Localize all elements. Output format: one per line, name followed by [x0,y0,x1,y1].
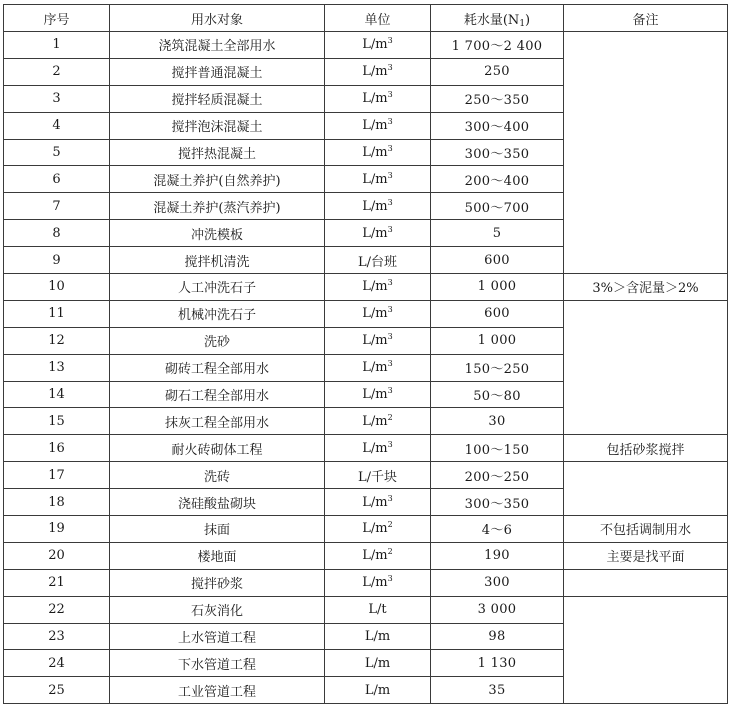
cell-unit-exponent: 3 [387,574,393,584]
cell-serial-number: 10 [4,274,110,301]
cell-water-use-object: 浇筑混凝土全部用水 [110,32,325,59]
cell-water-consumption: 150～250 [431,354,564,381]
cell-remarks: 3%＞含泥量＞2% [564,274,728,301]
cell-unit [325,139,431,166]
cell-unit-text: L/t [368,602,387,618]
cell-unit [325,623,431,650]
cell-water-consumption: 50～80 [431,381,564,408]
cell-water-consumption: 300～350 [431,139,564,166]
cell-serial-number: 14 [4,381,110,408]
cell-water-consumption: 35 [431,677,564,704]
cell-serial-number: 13 [4,354,110,381]
cell-water-use-object: 浇硅酸盐砌块 [110,489,325,516]
cell-unit-text: L/台班 [357,254,397,270]
cell-unit [325,569,431,596]
cell-remarks [564,32,728,274]
cell-water-use-object: 上水管道工程 [110,623,325,650]
cell-unit-text: L/m [362,306,388,322]
water-consumption-table [3,4,728,704]
cell-unit-text: L/m [364,629,391,645]
cell-remarks [564,569,728,596]
cell-unit-exponent: 3 [387,90,393,100]
cell-unit-exponent: 3 [387,36,393,46]
cell-remarks [564,462,728,516]
cell-serial-number: 17 [4,462,110,489]
cell-unit-exponent: 2 [387,520,393,530]
cell-serial-number: 25 [4,677,110,704]
cell-unit-text: L/m [362,387,388,403]
cell-water-consumption: 250～350 [431,85,564,112]
water-consumption-table-container [3,4,728,704]
cell-water-use-object: 抹面 [110,516,325,543]
cell-remarks [564,300,728,434]
cell-unit [325,85,431,112]
cell-serial-number: 21 [4,569,110,596]
table-row [4,569,728,596]
cell-water-consumption: 5 [431,220,564,247]
cell-unit-text: L/m [362,145,388,160]
cell-unit-text: L/m [362,279,388,295]
cell-unit [325,327,431,354]
cell-unit [325,274,431,301]
cell-water-consumption: 300～400 [431,112,564,139]
cell-unit-exponent: 3 [387,170,393,180]
cell-serial-number: 6 [4,166,110,193]
cell-unit [325,354,431,381]
table-row [4,32,728,59]
cell-serial-number: 4 [4,112,110,139]
cell-unit-exponent: 2 [387,412,393,422]
cell-serial-number: 15 [4,408,110,435]
cell-unit-text: L/m [362,440,388,456]
cell-unit-text: L/m [362,37,388,53]
header-unit: 单位 [325,5,431,32]
cell-unit-exponent: 3 [387,493,393,503]
header-serial-number: 序号 [4,5,110,32]
cell-water-use-object: 搅拌热混凝土 [110,139,325,166]
cell-unit [325,462,431,489]
cell-water-use-object: 冲洗模板 [110,220,325,247]
cell-water-consumption: 30 [431,408,564,435]
cell-water-use-object: 搅拌泡沫混凝土 [110,112,325,139]
cell-unit [325,381,431,408]
cell-remarks: 不包括调制用水 [564,516,728,543]
cell-unit-text: L/m [362,413,388,429]
cell-water-use-object: 耐火砖砌体工程 [110,435,325,462]
cell-water-consumption: 3 000 [431,596,564,623]
cell-unit-exponent: 3 [387,439,393,449]
cell-serial-number: 22 [4,596,110,623]
cell-water-use-object: 下水管道工程 [110,650,325,677]
cell-unit-exponent: 2 [387,547,393,557]
cell-water-use-object: 洗砂 [110,327,325,354]
cell-remarks: 包括砂浆搅拌 [564,435,728,462]
cell-serial-number: 12 [4,327,110,354]
cell-unit-text: L/m [362,225,388,241]
cell-unit-text: L/千块 [357,469,397,485]
cell-unit-exponent: 3 [387,63,393,73]
cell-unit [325,166,431,193]
cell-unit [325,247,431,274]
table-row [4,516,728,543]
cell-remarks [564,596,728,704]
cell-serial-number: 23 [4,623,110,650]
cell-unit [325,58,431,85]
header-water-consumption-label: 耗水量(N [463,12,520,28]
table-body [4,32,728,704]
cell-water-consumption: 500～700 [431,193,564,220]
cell-water-consumption: 4～6 [431,516,564,543]
cell-unit-text: L/m [362,333,388,349]
cell-unit [325,542,431,569]
cell-water-use-object: 搅拌轻质混凝土 [110,85,325,112]
cell-water-use-object: 砌砖工程全部用水 [110,354,325,381]
cell-serial-number: 2 [4,58,110,85]
cell-water-use-object: 混凝土养护(自然养护) [110,166,325,193]
table-row [4,462,728,489]
cell-unit-text: L/m [362,91,388,107]
cell-serial-number: 24 [4,650,110,677]
table-row [4,542,728,569]
cell-unit-text: L/m [362,521,388,537]
cell-remarks: 主要是找平面 [564,542,728,569]
cell-unit-text: L/m [364,655,391,671]
cell-unit-exponent: 3 [387,117,393,127]
cell-serial-number: 3 [4,85,110,112]
cell-water-consumption: 1 000 [431,327,564,354]
cell-water-consumption: 200～250 [431,462,564,489]
table-row [4,596,728,623]
cell-water-use-object: 人工冲洗石子 [110,274,325,301]
cell-water-use-object: 洗砖 [110,462,325,489]
cell-unit-text: L/m [364,682,391,698]
cell-serial-number: 9 [4,247,110,274]
cell-serial-number: 18 [4,489,110,516]
cell-water-consumption: 190 [431,542,564,569]
cell-water-use-object: 楼地面 [110,542,325,569]
cell-unit-exponent: 3 [387,197,393,207]
cell-unit [325,112,431,139]
cell-water-use-object: 搅拌机清洗 [110,247,325,274]
cell-water-consumption: 100～150 [431,435,564,462]
cell-water-use-object: 工业管道工程 [110,677,325,704]
cell-serial-number: 1 [4,32,110,59]
cell-water-use-object: 石灰消化 [110,596,325,623]
header-water-consumption-close: ) [525,12,531,28]
header-water-consumption [431,5,564,32]
cell-water-consumption: 200～400 [431,166,564,193]
header-water-use-object: 用水对象 [110,5,325,32]
cell-unit [325,677,431,704]
cell-unit-text: L/m [362,171,388,187]
cell-unit [325,650,431,677]
cell-serial-number: 16 [4,435,110,462]
cell-unit-text: L/m [362,118,388,134]
table-row [4,300,728,327]
header-remarks: 备注 [564,5,728,32]
cell-water-consumption: 600 [431,300,564,327]
cell-unit-exponent: 3 [387,386,393,396]
cell-unit-exponent: 3 [387,278,393,288]
cell-unit [325,300,431,327]
cell-unit-exponent: 3 [387,144,393,153]
cell-unit-text: L/m [362,548,388,564]
cell-serial-number: 5 [4,139,110,166]
cell-water-use-object: 机械冲洗石子 [110,300,325,327]
cell-unit-exponent: 3 [387,224,393,234]
cell-serial-number: 19 [4,516,110,543]
cell-unit [325,32,431,59]
cell-unit [325,408,431,435]
cell-water-use-object: 砌石工程全部用水 [110,381,325,408]
cell-serial-number: 7 [4,193,110,220]
cell-unit [325,489,431,516]
header-row [4,5,728,32]
cell-water-use-object: 搅拌普通混凝土 [110,58,325,85]
cell-unit-text: L/m [362,575,388,591]
cell-serial-number: 8 [4,220,110,247]
table-row [4,274,728,301]
cell-water-consumption: 1 000 [431,274,564,301]
cell-water-consumption: 98 [431,623,564,650]
cell-unit [325,596,431,623]
cell-water-consumption: 1 130 [431,650,564,677]
header-water-consumption-subscript: 1 [519,18,526,29]
cell-unit-exponent: 3 [387,305,393,315]
cell-water-use-object: 抹灰工程全部用水 [110,408,325,435]
cell-unit [325,193,431,220]
cell-serial-number: 20 [4,542,110,569]
cell-unit [325,220,431,247]
cell-unit-text: L/m [362,360,388,376]
cell-unit-text: L/m [362,198,388,214]
cell-unit [325,435,431,462]
cell-water-use-object: 混凝土养护(蒸汽养护) [110,193,325,220]
cell-water-consumption: 600 [431,247,564,274]
cell-serial-number: 11 [4,300,110,327]
cell-water-consumption: 300 [431,569,564,596]
cell-unit-exponent: 3 [387,332,393,342]
table-row [4,435,728,462]
cell-unit-text: L/m [362,494,388,510]
cell-water-consumption: 1 700～2 400 [431,32,564,59]
cell-water-consumption: 300～350 [431,489,564,516]
cell-water-consumption: 250 [431,58,564,85]
cell-water-use-object: 搅拌砂浆 [110,569,325,596]
cell-unit-text: L/m [362,64,388,80]
cell-unit-exponent: 3 [387,359,393,369]
cell-unit [325,516,431,543]
